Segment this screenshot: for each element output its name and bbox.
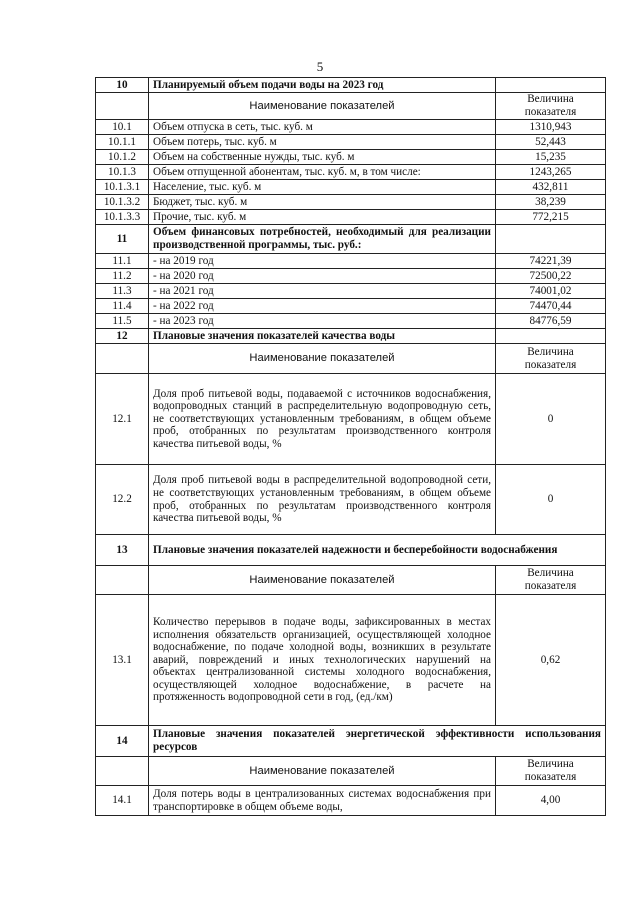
row-number: 12.1 [96,374,149,465]
row-value: 4,00 [496,786,606,816]
row-number: 10.1.3.2 [96,195,149,210]
row-number: 11.5 [96,314,149,329]
page-number: 5 [316,59,324,74]
row-value: 72500,22 [496,269,606,284]
row-number: 13.1 [96,595,149,726]
row-number: 10.1.2 [96,150,149,165]
row-value: 74001,02 [496,284,606,299]
table-row [96,150,606,165]
row-name: - на 2021 год [149,284,496,299]
row-name: Объем потерь, тыс. куб. м [149,135,496,150]
row-number: 11.2 [96,269,149,284]
section-title: Плановые значения показателей энергетической эффективности использования ресурсов [149,726,606,757]
row-number: 11.3 [96,284,149,299]
column-header-value-line2: показателя [524,771,577,783]
program-table [95,77,606,816]
column-header-row [96,344,606,374]
column-header-value-line2: показателя [524,580,577,592]
section-10-header [96,78,606,93]
section-title: Плановые значения показателей надежности и бесперебойности водоснабжения [149,535,606,566]
column-header-row [96,93,606,120]
section-number: 13 [96,535,149,566]
row-number: 11.4 [96,299,149,314]
section-12-header [96,329,606,344]
table-row [96,465,606,535]
table-row [96,135,606,150]
column-header-name: Наименование показателей [149,757,496,786]
row-number: 10.1.3.1 [96,180,149,195]
column-header-name: Наименование показателей [149,344,496,374]
row-value: 52,443 [496,135,606,150]
table-row [96,374,606,465]
column-header-value-line1: Величина [527,345,574,358]
section-title: Планируемый объем подачи воды на 2023 год [149,78,496,93]
column-header-value-line2: показателя [524,358,577,371]
row-value: 38,239 [496,195,606,210]
row-name: - на 2023 год [149,314,496,329]
row-number: 10.1.3 [96,165,149,180]
column-header-name: Наименование показателей [149,93,496,120]
section-11-header [96,225,606,254]
table-row [96,180,606,195]
row-value: 84776,59 [496,314,606,329]
empty-cell [96,344,149,374]
column-header-value [496,757,606,786]
empty-cell [96,757,149,786]
empty-cell [96,566,149,595]
column-header-name: Наименование показателей [149,566,496,595]
table-row [96,299,606,314]
section-number: 10 [96,78,149,93]
row-name: - на 2022 год [149,299,496,314]
column-header-value [496,344,606,374]
row-name: Объем отпущенной абонентам, тыс. куб. м, в том числе: [149,165,496,180]
row-name: Прочие, тыс. куб. м [149,210,496,225]
column-header-value-line1: Величина [527,93,574,106]
section-title: Плановые значения показателей качества воды [149,329,496,344]
row-value: 1243,265 [496,165,606,180]
section-14-header [96,726,606,757]
row-number: 10.1 [96,120,149,135]
row-number: 12.2 [96,465,149,535]
section-13-header [96,535,606,566]
column-header-value-line1: Величина [527,758,574,771]
table-row [96,284,606,299]
empty-cell [496,225,606,254]
table-row [96,786,606,816]
row-value: 74221,39 [496,254,606,269]
section-title: Объем финансовых потребностей, необходимый для реализации производственной программы, тыс. руб.: [149,225,496,254]
row-value: 0 [496,374,606,465]
row-name: Объем на собственные нужды, тыс. куб. м [149,150,496,165]
row-value: 74470,44 [496,299,606,314]
row-name: Доля потерь воды в централизованных системах водоснабжения при транспортировке в общем объеме воды, [149,786,496,816]
row-name: - на 2019 год [149,254,496,269]
column-header-row [96,757,606,786]
table-row [96,195,606,210]
table-row [96,254,606,269]
row-name: Бюджет, тыс. куб. м [149,195,496,210]
row-number: 11.1 [96,254,149,269]
column-header-value-line1: Величина [527,567,574,580]
row-value: 432,811 [496,180,606,195]
table-row [96,314,606,329]
empty-cell [96,93,149,120]
row-name: Доля проб питьевой воды в распределительной водопроводной сети, не соответствующих установленным требованиям, в общем объеме проб, отобранных по результатам производственного контроля качества питьевой воды, % [149,465,496,535]
row-number: 10.1.3.3 [96,210,149,225]
row-value: 772,215 [496,210,606,225]
column-header-row [96,566,606,595]
empty-cell [496,78,606,93]
column-header-value [496,93,606,120]
row-name: Объем отпуска в сеть, тыс. куб. м [149,120,496,135]
row-number: 14.1 [96,786,149,816]
row-name: Доля проб питьевой воды, подаваемой с источников водоснабжения, водопроводных станций в распределительную водопроводную сеть, не соответствующих установленным требованиям, в общем объеме проб, отобранных по результатам производственного контроля качества питьевой воды, % [149,374,496,465]
row-value: 15,235 [496,150,606,165]
row-name: Население, тыс. куб. м [149,180,496,195]
table-row [96,595,606,726]
table-row [96,165,606,180]
row-value: 1310,943 [496,120,606,135]
section-number: 12 [96,329,149,344]
column-header-value [496,566,606,595]
row-name: - на 2020 год [149,269,496,284]
row-value: 0 [496,465,606,535]
row-name: Количество перерывов в подаче воды, зафиксированных в местах исполнения обязательств организацией, осуществляющей холодное водоснабжение, по подаче холодной воды, возникших в результате аварий, повреждений и иных технологических нарушений на объектах централизованной системы холодного водоснабжения, осуществляющей холодное водоснабжение, в расчете на протяженность водопроводной сети в год, (ед./км) [149,595,496,726]
section-number: 11 [96,225,149,254]
row-value: 0,62 [496,595,606,726]
row-number: 10.1.1 [96,135,149,150]
table-row [96,120,606,135]
table-row [96,269,606,284]
section-number: 14 [96,726,149,757]
empty-cell [496,329,606,344]
table-row [96,210,606,225]
column-header-value-line2: показателя [524,106,577,118]
